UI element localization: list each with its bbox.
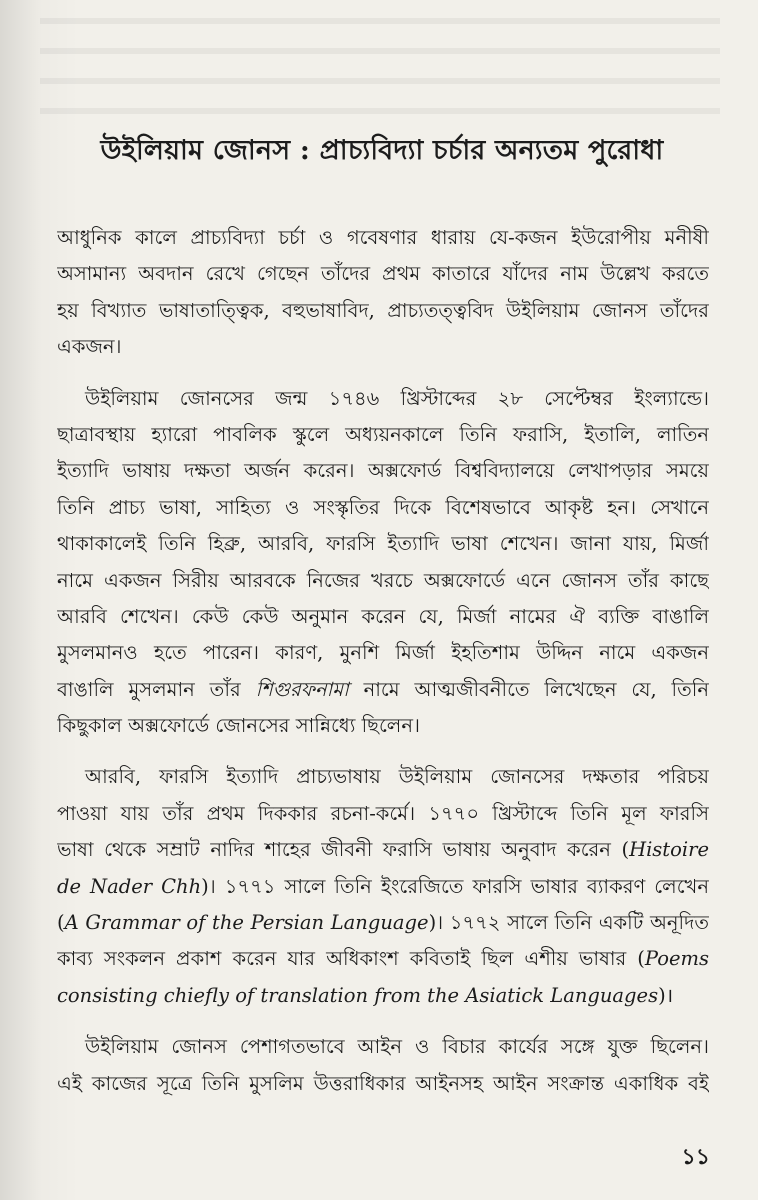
text-line: থাকাকালেই তিনি হিব্রু, আরবি, ফারসি ইত্যাদি ভাষা শেখেন। জানা যায়, মির্জা [57,532,709,556]
work-title-italic: A Grammar of the Persian Language [64,911,429,935]
chapter-title: উইলিয়াম জোনস : প্রাচ্যবিদ্যা চর্চার অন্যতম পুরোধা [100,135,664,166]
text-line: নামে একজন সিরীয় আরবকে নিজের খরচে অক্সফোর্ডে এনে জোনস তাঁর কাছে [57,568,709,592]
text-line: ভাষা থেকে সম্রাট নাদির শাহের জীবনী ফরাসি ভাষায় অনুবাদ করেন (Histoire [57,838,709,862]
text-line: আরবি, ফারসি ইত্যাদি প্রাচ্যভাষায় উইলিয়াম জোনসের দক্ষতার পরিচয় [85,765,709,789]
work-title-italic: consisting chiefly of translation from the Asiatick Languages [57,983,659,1007]
text-line: আরবি শেখেন। কেউ কেউ অনুমান করেন যে, মির্জা নামের ঐ ব্যক্তি বাঙালি [57,604,709,628]
text-line: ইত্যাদি ভাষায় দক্ষতা অর্জন করেন। অক্সফোর্ড বিশ্ববিদ্যালয়ে লেখাপড়ার সময়ে [57,459,709,483]
text-line: আধুনিক কালে প্রাচ্যবিদ্যা চর্চা ও গবেষণার ধারায় যে-কজন ইউরোপীয় মনীষী [57,226,709,249]
text-line: উইলিয়াম জোনসের জন্ম ১৭৪৬ খ্রিস্টাব্দের ২৮ সেপ্টেম্বর ইংল্যান্ডে। [85,386,709,410]
text-line: de Nader Chh)। ১৭৭১ সালে তিনি ইংরেজিতে ফারসি ভাষার ব্যাকরণ লেখেন [57,874,709,898]
page-number: ১১ [681,1144,710,1170]
text-line: উইলিয়াম জোনস পেশাগতভাবে আইন ও বিচার কার্যের সঙ্গে যুক্ত ছিলেন। [85,1035,709,1059]
text-line: তিনি প্রাচ্য ভাষা, সাহিত্য ও সংস্কৃতির দিকে বিশেষভাবে আকৃষ্ট হন। সেখানে [57,495,709,519]
work-title-italic: de Nader Chh [57,874,202,898]
bleed-through-text [40,4,720,114]
book-title-italic: শিগুরফনামা [255,677,349,701]
text-line: হয় বিখ্যাত ভাষাতাত্ত্বিক, বহুভাষাবিদ, প্রাচ্যতত্ত্ববিদ উইলিয়াম জোনস তাঁদের [57,298,709,322]
text-line: মুসলমানও হতে পারেন। কারণ, মুনশি মির্জা ইহতিশাম উদ্দিন নামে একজন [57,641,709,665]
text-line: (A Grammar of the Persian Language)। ১৭৭২ সালে তিনি একটি অনূদিত [57,911,709,935]
text-line: এই কাজের সূত্রে তিনি মুসলিম উত্তরাধিকার আইনসহ আইন সংক্রান্ত একাধিক বই [57,1071,709,1095]
work-title-italic: Poems [644,947,709,971]
text-line: একজন। [57,335,122,359]
text-line: কাব্য সংকলন প্রকাশ করেন যার অধিকাংশ কবিতাই ছিল এশীয় ভাষার (Poems [57,947,709,971]
text-line: অসামান্য অবদান রেখে গেছেন তাঁদের প্রথম কাতারে যাঁদের নাম উল্লেখ করতে [57,262,709,286]
work-title-italic: Histoire [629,838,709,862]
text-line: ছাত্রাবস্থায় হ্যারো পাবলিক স্কুলে অধ্যয়নকালে তিনি ফরাসি, ইতালি, লাতিন [57,422,709,446]
text-line: বাঙালি মুসলমান তাঁর শিগুরফনামা নামে আত্মজীবনীতে লিখেছেন যে, তিনি [57,677,709,701]
text-line: পাওয়া যায় তাঁর প্রথম দিককার রচনা-কর্মে। ১৭৭০ খ্রিস্টাব্দে তিনি মূল ফারসি [57,801,709,825]
text-line: consisting chiefly of translation from the Asiatick Languages)। [57,983,674,1007]
body-text [57,220,709,1102]
text-line: কিছুকাল অক্সফোর্ডে জোনসের সান্নিধ্যে ছিলেন। [57,714,420,738]
